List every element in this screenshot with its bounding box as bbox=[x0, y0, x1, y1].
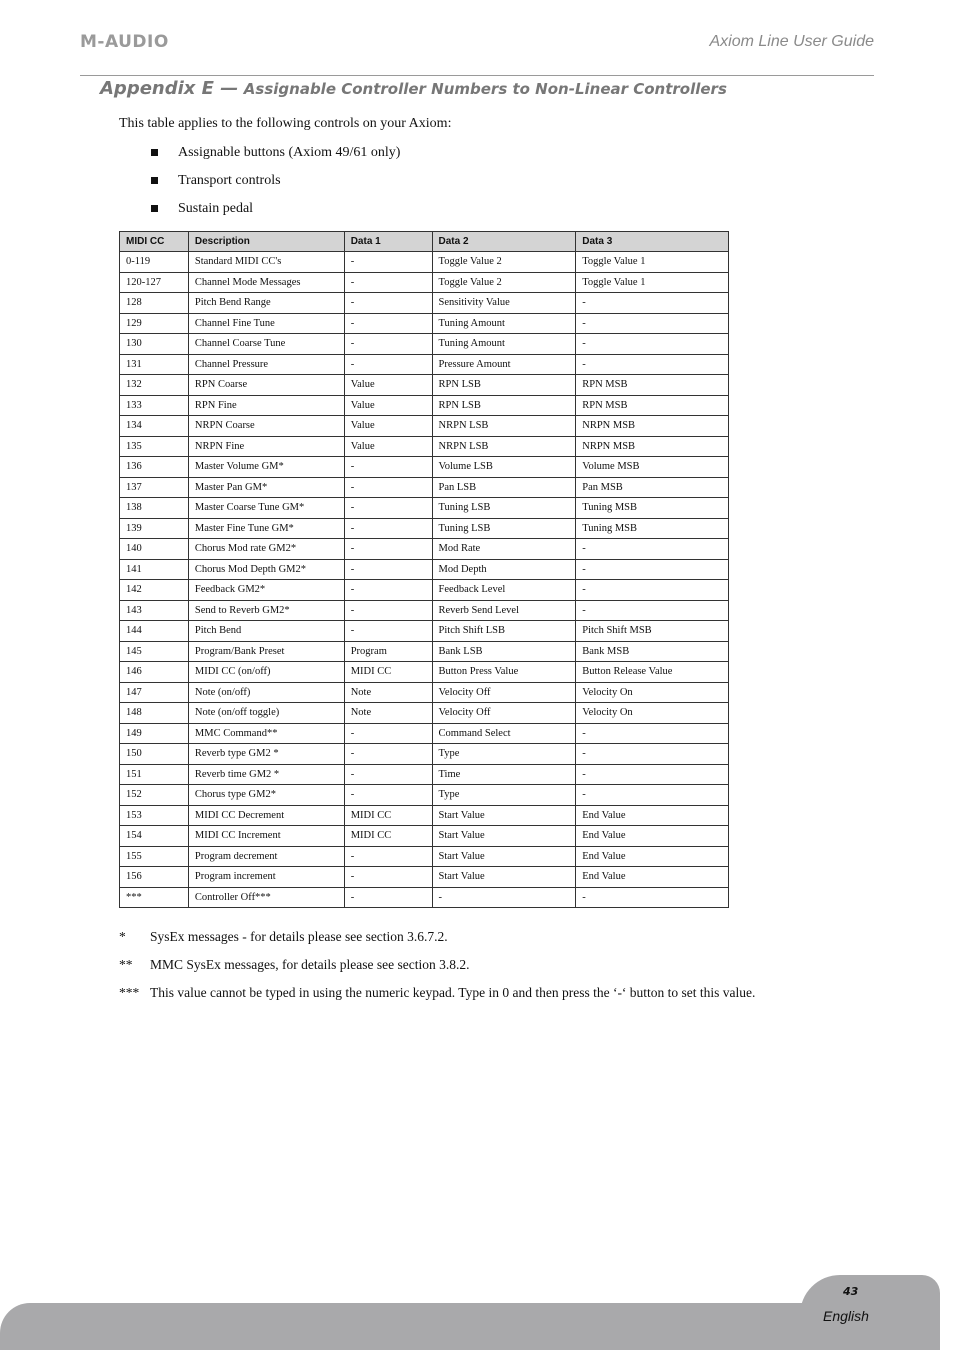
list-item bbox=[151, 172, 400, 200]
table-cell: Velocity On bbox=[576, 682, 729, 703]
table-cell: RPN LSB bbox=[432, 375, 576, 396]
table-cell: - bbox=[576, 600, 729, 621]
table-row bbox=[120, 785, 729, 806]
table-cell: 130 bbox=[120, 334, 189, 355]
table-row bbox=[120, 887, 729, 908]
table-cell: Toggle Value 1 bbox=[576, 272, 729, 293]
table-cell: Tuning MSB bbox=[576, 498, 729, 519]
footer-bar bbox=[0, 1303, 940, 1350]
table-cell: NRPN MSB bbox=[576, 416, 729, 437]
table-cell: 137 bbox=[120, 477, 189, 498]
table-row bbox=[120, 559, 729, 580]
table-cell: Send to Reverb GM2* bbox=[188, 600, 344, 621]
page-number: 43 bbox=[843, 1285, 859, 1298]
table-cell: Channel Coarse Tune bbox=[188, 334, 344, 355]
table-row bbox=[120, 867, 729, 888]
table-cell: MMC Command** bbox=[188, 723, 344, 744]
column-header: Data 3 bbox=[576, 232, 729, 252]
table-cell: RPN Coarse bbox=[188, 375, 344, 396]
table-row bbox=[120, 621, 729, 642]
column-header: Description bbox=[188, 232, 344, 252]
table-cell: MIDI CC Decrement bbox=[188, 805, 344, 826]
table-cell: Button Release Value bbox=[576, 662, 729, 683]
table-cell: - bbox=[344, 313, 432, 334]
footnote bbox=[119, 985, 755, 1013]
footnote-text: SysEx messages - for details please see section 3.6.7.2. bbox=[150, 929, 448, 944]
table-cell: Master Coarse Tune GM* bbox=[188, 498, 344, 519]
table-cell: Start Value bbox=[432, 805, 576, 826]
table-cell: End Value bbox=[576, 805, 729, 826]
table-cell: Chorus type GM2* bbox=[188, 785, 344, 806]
table-row bbox=[120, 518, 729, 539]
table-cell: 155 bbox=[120, 846, 189, 867]
table-cell: Tuning LSB bbox=[432, 498, 576, 519]
footnote-mark: * bbox=[119, 929, 126, 944]
footnote-mark: ** bbox=[119, 957, 133, 972]
table-cell: Toggle Value 2 bbox=[432, 252, 576, 273]
table-cell: Type bbox=[432, 744, 576, 765]
table-cell: - bbox=[344, 539, 432, 560]
table-cell: Master Pan GM* bbox=[188, 477, 344, 498]
table-cell: Velocity Off bbox=[432, 703, 576, 724]
table-cell: Mod Depth bbox=[432, 559, 576, 580]
table-cell: NRPN LSB bbox=[432, 416, 576, 437]
table-cell: - bbox=[576, 764, 729, 785]
table-cell: - bbox=[344, 621, 432, 642]
table-cell: 152 bbox=[120, 785, 189, 806]
table-cell: 147 bbox=[120, 682, 189, 703]
table-cell: Tuning Amount bbox=[432, 313, 576, 334]
footnotes bbox=[119, 929, 755, 1013]
table-cell: Reverb Send Level bbox=[432, 600, 576, 621]
table-cell: Note bbox=[344, 703, 432, 724]
table-cell: End Value bbox=[576, 826, 729, 847]
table-cell: Chorus Mod Depth GM2* bbox=[188, 559, 344, 580]
table-cell: MIDI CC (on/off) bbox=[188, 662, 344, 683]
appendix-label: Appendix E — bbox=[100, 78, 239, 99]
table-row bbox=[120, 744, 729, 765]
table-cell: Value bbox=[344, 416, 432, 437]
table-cell: MIDI CC bbox=[344, 826, 432, 847]
table-cell: 134 bbox=[120, 416, 189, 437]
table-row bbox=[120, 272, 729, 293]
table-cell: - bbox=[576, 785, 729, 806]
table-cell: 145 bbox=[120, 641, 189, 662]
table-cell: 138 bbox=[120, 498, 189, 519]
table-cell: - bbox=[576, 744, 729, 765]
table-cell: 120-127 bbox=[120, 272, 189, 293]
table-cell: Chorus Mod rate GM2* bbox=[188, 539, 344, 560]
table-row bbox=[120, 805, 729, 826]
table-cell: - bbox=[344, 498, 432, 519]
table-cell: - bbox=[344, 764, 432, 785]
table-cell: Bank MSB bbox=[576, 641, 729, 662]
square-bullet-icon bbox=[151, 149, 158, 156]
table-cell: Pitch Bend Range bbox=[188, 293, 344, 314]
table-cell: Feedback GM2* bbox=[188, 580, 344, 601]
table-cell: - bbox=[344, 723, 432, 744]
table-cell: 135 bbox=[120, 436, 189, 457]
table-body bbox=[120, 252, 729, 908]
controls-list bbox=[151, 144, 400, 228]
table-cell: Note (on/off) bbox=[188, 682, 344, 703]
table-cell: - bbox=[576, 559, 729, 580]
table-cell: - bbox=[344, 477, 432, 498]
square-bullet-icon bbox=[151, 205, 158, 212]
table-cell: Program bbox=[344, 641, 432, 662]
table-row bbox=[120, 703, 729, 724]
table-cell: - bbox=[344, 867, 432, 888]
table-cell: 156 bbox=[120, 867, 189, 888]
table-row bbox=[120, 457, 729, 478]
table-row bbox=[120, 846, 729, 867]
table-cell: Toggle Value 1 bbox=[576, 252, 729, 273]
table-row bbox=[120, 375, 729, 396]
table-cell: NRPN Coarse bbox=[188, 416, 344, 437]
table-cell: 148 bbox=[120, 703, 189, 724]
footnote-text: MMC SysEx messages, for details please see section 3.8.2. bbox=[150, 957, 470, 972]
table-cell: - bbox=[344, 887, 432, 908]
table-cell: Master Fine Tune GM* bbox=[188, 518, 344, 539]
table-row bbox=[120, 723, 729, 744]
table-row bbox=[120, 395, 729, 416]
list-item-label: Assignable buttons (Axiom 49/61 only) bbox=[178, 145, 401, 160]
table-cell: 140 bbox=[120, 539, 189, 560]
footnote bbox=[119, 929, 755, 957]
table-cell: Note (on/off toggle) bbox=[188, 703, 344, 724]
table-cell: *** bbox=[120, 887, 189, 908]
table-row bbox=[120, 826, 729, 847]
table-cell: Velocity On bbox=[576, 703, 729, 724]
table-cell: 141 bbox=[120, 559, 189, 580]
table-cell: - bbox=[576, 580, 729, 601]
table-cell: 128 bbox=[120, 293, 189, 314]
table-cell: Mod Rate bbox=[432, 539, 576, 560]
table-cell: Pitch Shift MSB bbox=[576, 621, 729, 642]
table-cell: - bbox=[576, 313, 729, 334]
table-cell: 151 bbox=[120, 764, 189, 785]
column-header: MIDI CC bbox=[120, 232, 189, 252]
table-row bbox=[120, 764, 729, 785]
table-row bbox=[120, 354, 729, 375]
table-cell: RPN MSB bbox=[576, 395, 729, 416]
table-cell: - bbox=[344, 559, 432, 580]
table-cell: Value bbox=[344, 395, 432, 416]
table-cell: Channel Pressure bbox=[188, 354, 344, 375]
table-cell: Toggle Value 2 bbox=[432, 272, 576, 293]
footnote-mark: *** bbox=[119, 985, 140, 1000]
table-cell: 136 bbox=[120, 457, 189, 478]
table-row bbox=[120, 477, 729, 498]
table-cell: - bbox=[576, 293, 729, 314]
list-item-label: Transport controls bbox=[178, 173, 281, 188]
table-cell: Pressure Amount bbox=[432, 354, 576, 375]
table-cell: End Value bbox=[576, 867, 729, 888]
table-cell: Button Press Value bbox=[432, 662, 576, 683]
table-cell: NRPN LSB bbox=[432, 436, 576, 457]
table-row bbox=[120, 662, 729, 683]
table-cell: MIDI CC bbox=[344, 805, 432, 826]
table-cell: RPN LSB bbox=[432, 395, 576, 416]
table-cell: Tuning Amount bbox=[432, 334, 576, 355]
table-cell: 129 bbox=[120, 313, 189, 334]
table-cell: - bbox=[432, 887, 576, 908]
appendix-title: Assignable Controller Numbers to Non-Linear Controllers bbox=[243, 80, 727, 98]
intro-text: This table applies to the following controls on your Axiom: bbox=[119, 116, 452, 131]
table-cell: - bbox=[344, 580, 432, 601]
table-row bbox=[120, 539, 729, 560]
table-row bbox=[120, 416, 729, 437]
appendix-heading bbox=[100, 78, 727, 99]
table-row bbox=[120, 600, 729, 621]
table-cell: - bbox=[576, 354, 729, 375]
table-row bbox=[120, 252, 729, 273]
table-cell: Reverb type GM2 * bbox=[188, 744, 344, 765]
brand-logo: M-AUDIO bbox=[80, 32, 169, 52]
table-cell: Sensitivity Value bbox=[432, 293, 576, 314]
table-cell: - bbox=[576, 887, 729, 908]
table-cell: 154 bbox=[120, 826, 189, 847]
table-cell: Program decrement bbox=[188, 846, 344, 867]
table-cell: Type bbox=[432, 785, 576, 806]
controller-table bbox=[119, 231, 729, 908]
table-cell: Channel Fine Tune bbox=[188, 313, 344, 334]
table-cell: - bbox=[576, 334, 729, 355]
table-cell: Channel Mode Messages bbox=[188, 272, 344, 293]
table-cell: RPN MSB bbox=[576, 375, 729, 396]
table-cell: 133 bbox=[120, 395, 189, 416]
guide-title: Axiom Line User Guide bbox=[709, 33, 874, 50]
table-row bbox=[120, 293, 729, 314]
table-row bbox=[120, 313, 729, 334]
table-cell: Time bbox=[432, 764, 576, 785]
table-cell: - bbox=[344, 846, 432, 867]
table-cell: Command Select bbox=[432, 723, 576, 744]
table-cell: Tuning LSB bbox=[432, 518, 576, 539]
column-header: Data 2 bbox=[432, 232, 576, 252]
table-cell: Tuning MSB bbox=[576, 518, 729, 539]
table-cell: Velocity Off bbox=[432, 682, 576, 703]
table-cell: 153 bbox=[120, 805, 189, 826]
table-cell: Value bbox=[344, 375, 432, 396]
table-cell: Pan LSB bbox=[432, 477, 576, 498]
footnote-text: This value cannot be typed in using the numeric keypad. Type in 0 and then press the ‘-‘ button to set this value. bbox=[150, 985, 756, 1000]
table-cell: MIDI CC Increment bbox=[188, 826, 344, 847]
table-cell: 149 bbox=[120, 723, 189, 744]
table-cell: MIDI CC bbox=[344, 662, 432, 683]
table-cell: RPN Fine bbox=[188, 395, 344, 416]
table-row bbox=[120, 498, 729, 519]
table-cell: NRPN Fine bbox=[188, 436, 344, 457]
table-cell: Volume LSB bbox=[432, 457, 576, 478]
table-cell: Standard MIDI CC's bbox=[188, 252, 344, 273]
table-row bbox=[120, 334, 729, 355]
table-cell: Master Volume GM* bbox=[188, 457, 344, 478]
table-header-row bbox=[120, 232, 729, 252]
table-cell: - bbox=[344, 334, 432, 355]
table-cell: Value bbox=[344, 436, 432, 457]
table-cell: 139 bbox=[120, 518, 189, 539]
table-cell: - bbox=[344, 272, 432, 293]
footer-tab bbox=[800, 1275, 940, 1350]
table-cell: Feedback Level bbox=[432, 580, 576, 601]
table-cell: 143 bbox=[120, 600, 189, 621]
table-cell: - bbox=[344, 518, 432, 539]
table-cell: 144 bbox=[120, 621, 189, 642]
table-cell: 0-119 bbox=[120, 252, 189, 273]
table-cell: - bbox=[576, 723, 729, 744]
footer-language: English bbox=[823, 1308, 869, 1324]
table-cell: Note bbox=[344, 682, 432, 703]
table-cell: Pitch Bend bbox=[188, 621, 344, 642]
table-cell: - bbox=[344, 457, 432, 478]
header-rule bbox=[80, 75, 874, 76]
table-row bbox=[120, 682, 729, 703]
table-cell: 142 bbox=[120, 580, 189, 601]
table-cell: Start Value bbox=[432, 867, 576, 888]
table-cell: - bbox=[344, 293, 432, 314]
footnote bbox=[119, 957, 755, 985]
table-cell: 132 bbox=[120, 375, 189, 396]
list-item bbox=[151, 200, 400, 228]
table-row bbox=[120, 641, 729, 662]
table-cell: Program/Bank Preset bbox=[188, 641, 344, 662]
table-cell: - bbox=[344, 354, 432, 375]
table-cell: 146 bbox=[120, 662, 189, 683]
column-header: Data 1 bbox=[344, 232, 432, 252]
table-cell: - bbox=[576, 539, 729, 560]
table-row bbox=[120, 580, 729, 601]
table-cell: Reverb time GM2 * bbox=[188, 764, 344, 785]
square-bullet-icon bbox=[151, 177, 158, 184]
list-item bbox=[151, 144, 400, 172]
table-cell: Start Value bbox=[432, 826, 576, 847]
table-row bbox=[120, 436, 729, 457]
table-cell: Controller Off*** bbox=[188, 887, 344, 908]
table-cell: Pitch Shift LSB bbox=[432, 621, 576, 642]
list-item-label: Sustain pedal bbox=[178, 201, 254, 216]
table-cell: Pan MSB bbox=[576, 477, 729, 498]
table-cell: - bbox=[344, 600, 432, 621]
table-cell: Bank LSB bbox=[432, 641, 576, 662]
table-cell: End Value bbox=[576, 846, 729, 867]
table-cell: Volume MSB bbox=[576, 457, 729, 478]
table-cell: 131 bbox=[120, 354, 189, 375]
table-cell: 150 bbox=[120, 744, 189, 765]
table-cell: Program increment bbox=[188, 867, 344, 888]
table-cell: Start Value bbox=[432, 846, 576, 867]
table-cell: - bbox=[344, 744, 432, 765]
table-cell: NRPN MSB bbox=[576, 436, 729, 457]
table-cell: - bbox=[344, 252, 432, 273]
table-cell: - bbox=[344, 785, 432, 806]
